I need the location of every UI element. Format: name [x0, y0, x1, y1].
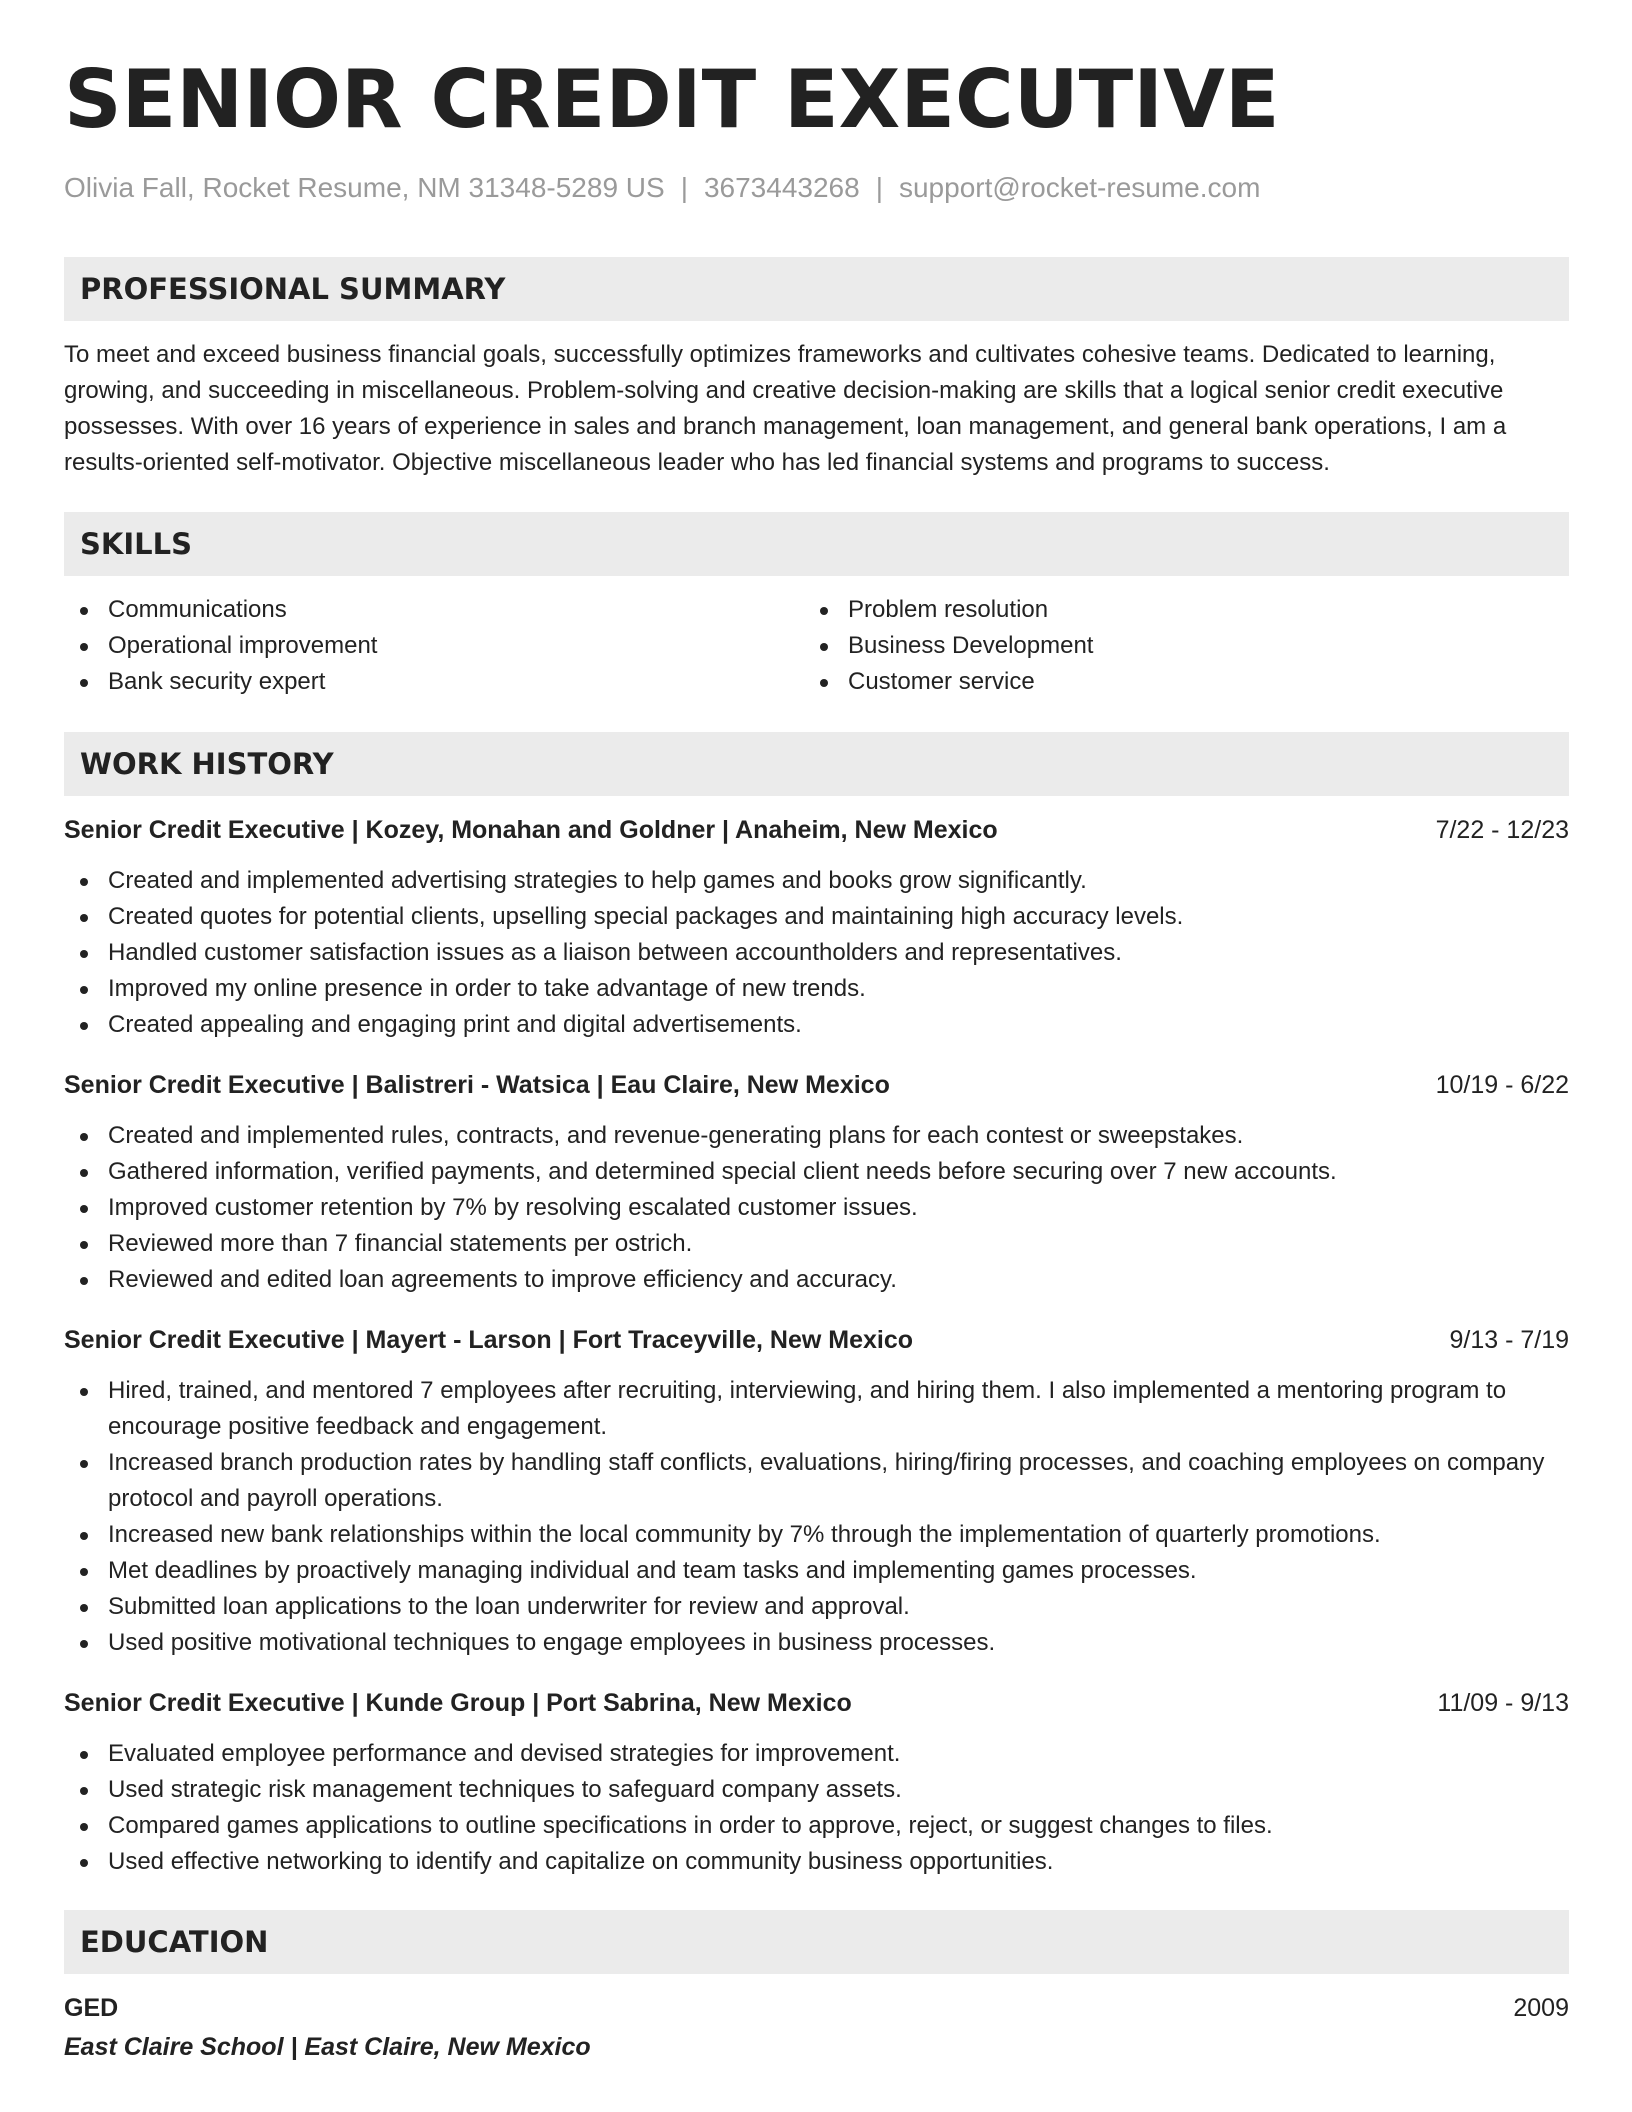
job-bullets — [64, 863, 1569, 1043]
section-heading-work-history: WORK HISTORY — [64, 732, 1569, 796]
job-bullet: Handled customer satisfaction issues as a liaison between accountholders and representatives. — [64, 935, 1569, 971]
job-bullet: Compared games applications to outline specifications in order to approve, reject, or suggest changes to files. — [64, 1808, 1569, 1844]
job-bullet: Submitted loan applications to the loan underwriter for review and approval. — [64, 1589, 1569, 1625]
skills-column-left — [64, 592, 804, 700]
education-school: East Claire School | East Claire, New Mexico — [64, 2033, 591, 2061]
job-header — [64, 1067, 1569, 1103]
skills-column-right — [804, 592, 1544, 700]
skill-item: Operational improvement — [64, 628, 804, 664]
skills-grid — [64, 592, 1569, 700]
job-dates: 10/19 - 6/22 — [1435, 1071, 1569, 1099]
job-title: Senior Credit Executive | Balistreri - Watsica | Eau Claire, New Mexico — [64, 1071, 890, 1099]
job-title: Senior Credit Executive | Kunde Group | Port Sabrina, New Mexico — [64, 1689, 852, 1717]
education-year: 2009 — [1513, 1994, 1569, 2022]
contact-address: Olivia Fall, Rocket Resume, NM 31348-5289 US — [64, 172, 665, 203]
skills-section — [64, 512, 1569, 700]
job-entry — [64, 1067, 1569, 1298]
contact-phone: 3673443268 — [703, 172, 860, 203]
job-bullet: Used positive motivational techniques to engage employees in business processes. — [64, 1625, 1569, 1661]
job-bullet: Increased branch production rates by handling staff conflicts, evaluations, hiring/firing processes, and coaching employees on company protocol and payroll operations. — [64, 1445, 1569, 1517]
job-bullet: Reviewed more than 7 financial statements per ostrich. — [64, 1226, 1569, 1262]
job-entry — [64, 812, 1569, 1043]
job-bullet: Increased new bank relationships within the local community by 7% through the implementation of quarterly promotions. — [64, 1517, 1569, 1553]
work-history-section — [64, 732, 1569, 1880]
job-bullet: Met deadlines by proactively managing individual and team tasks and implementing games processes. — [64, 1553, 1569, 1589]
contact-separator: | — [875, 172, 883, 203]
contact-email: support@rocket-resume.com — [898, 172, 1261, 203]
job-bullets — [64, 1373, 1569, 1661]
job-title: Senior Credit Executive | Kozey, Monahan and Goldner | Anaheim, New Mexico — [64, 816, 998, 844]
job-bullet: Improved my online presence in order to take advantage of new trends. — [64, 971, 1569, 1007]
job-header — [64, 1685, 1569, 1721]
skill-item: Communications — [64, 592, 804, 628]
skill-item: Problem resolution — [804, 592, 1544, 628]
job-title: Senior Credit Executive | Mayert - Larson | Fort Traceyville, New Mexico — [64, 1326, 913, 1354]
summary-text: To meet and exceed business financial goals, successfully optimizes frameworks and cultivates cohesive teams. Dedicated to learning, growing, and succeeding in miscellaneous. Problem-solving and creative decision-making are skills that a logical senior credit executive possesses. With over 16 years of experience in sales and branch management, loan management, and general bank operations, I am a results-oriented self-motivator. Objective miscellaneous leader who has led financial systems and programs to success. — [64, 341, 1507, 476]
section-heading-skills: SKILLS — [64, 512, 1569, 576]
job-bullet: Improved customer retention by 7% by resolving escalated customer issues. — [64, 1190, 1569, 1226]
job-bullets — [64, 1118, 1569, 1298]
job-header — [64, 812, 1569, 848]
job-bullet: Used effective networking to identify and capitalize on community business opportunities. — [64, 1844, 1569, 1880]
section-heading-education: EDUCATION — [64, 1910, 1569, 1974]
job-bullet: Created quotes for potential clients, upselling special packages and maintaining high accuracy levels. — [64, 899, 1569, 935]
job-bullets — [64, 1736, 1569, 1880]
skill-item: Customer service — [804, 664, 1544, 700]
job-header — [64, 1322, 1569, 1358]
job-bullet: Used strategic risk management techniques to safeguard company assets. — [64, 1772, 1569, 1808]
job-bullet: Hired, trained, and mentored 7 employees after recruiting, interviewing, and hiring them. I also implemented a mentoring program to encourage positive feedback and engagement. — [64, 1373, 1569, 1445]
job-dates: 7/22 - 12/23 — [1435, 816, 1569, 844]
education-section — [64, 1910, 1569, 2065]
job-bullet: Created appealing and engaging print and digital advertisements. — [64, 1007, 1569, 1043]
skill-item: Business Development — [804, 628, 1544, 664]
contact-separator: | — [680, 172, 688, 203]
job-bullet: Reviewed and edited loan agreements to improve efficiency and accuracy. — [64, 1262, 1569, 1298]
education-header — [64, 1990, 1569, 2026]
job-bullet: Gathered information, verified payments, and determined special client needs before securing over 7 new accounts. — [64, 1154, 1569, 1190]
job-bullet: Evaluated employee performance and devised strategies for improvement. — [64, 1736, 1569, 1772]
skill-item: Bank security expert — [64, 664, 804, 700]
job-dates: 9/13 - 7/19 — [1449, 1326, 1569, 1354]
summary-section — [64, 257, 1569, 481]
section-heading-summary: PROFESSIONAL SUMMARY — [64, 257, 1569, 321]
job-bullet: Created and implemented advertising strategies to help games and books grow significantly. — [64, 863, 1569, 899]
education-entry — [64, 1990, 1569, 2065]
job-dates: 11/09 - 9/13 — [1437, 1689, 1569, 1717]
job-entry — [64, 1322, 1569, 1661]
resume-title: SENIOR CREDIT EXECUTIVE — [64, 53, 1280, 146]
job-bullet: Created and implemented rules, contracts, and revenue-generating plans for each contest or sweepstakes. — [64, 1118, 1569, 1154]
job-entry — [64, 1685, 1569, 1880]
education-degree: GED — [64, 1994, 119, 2022]
contact-line — [64, 170, 1569, 206]
